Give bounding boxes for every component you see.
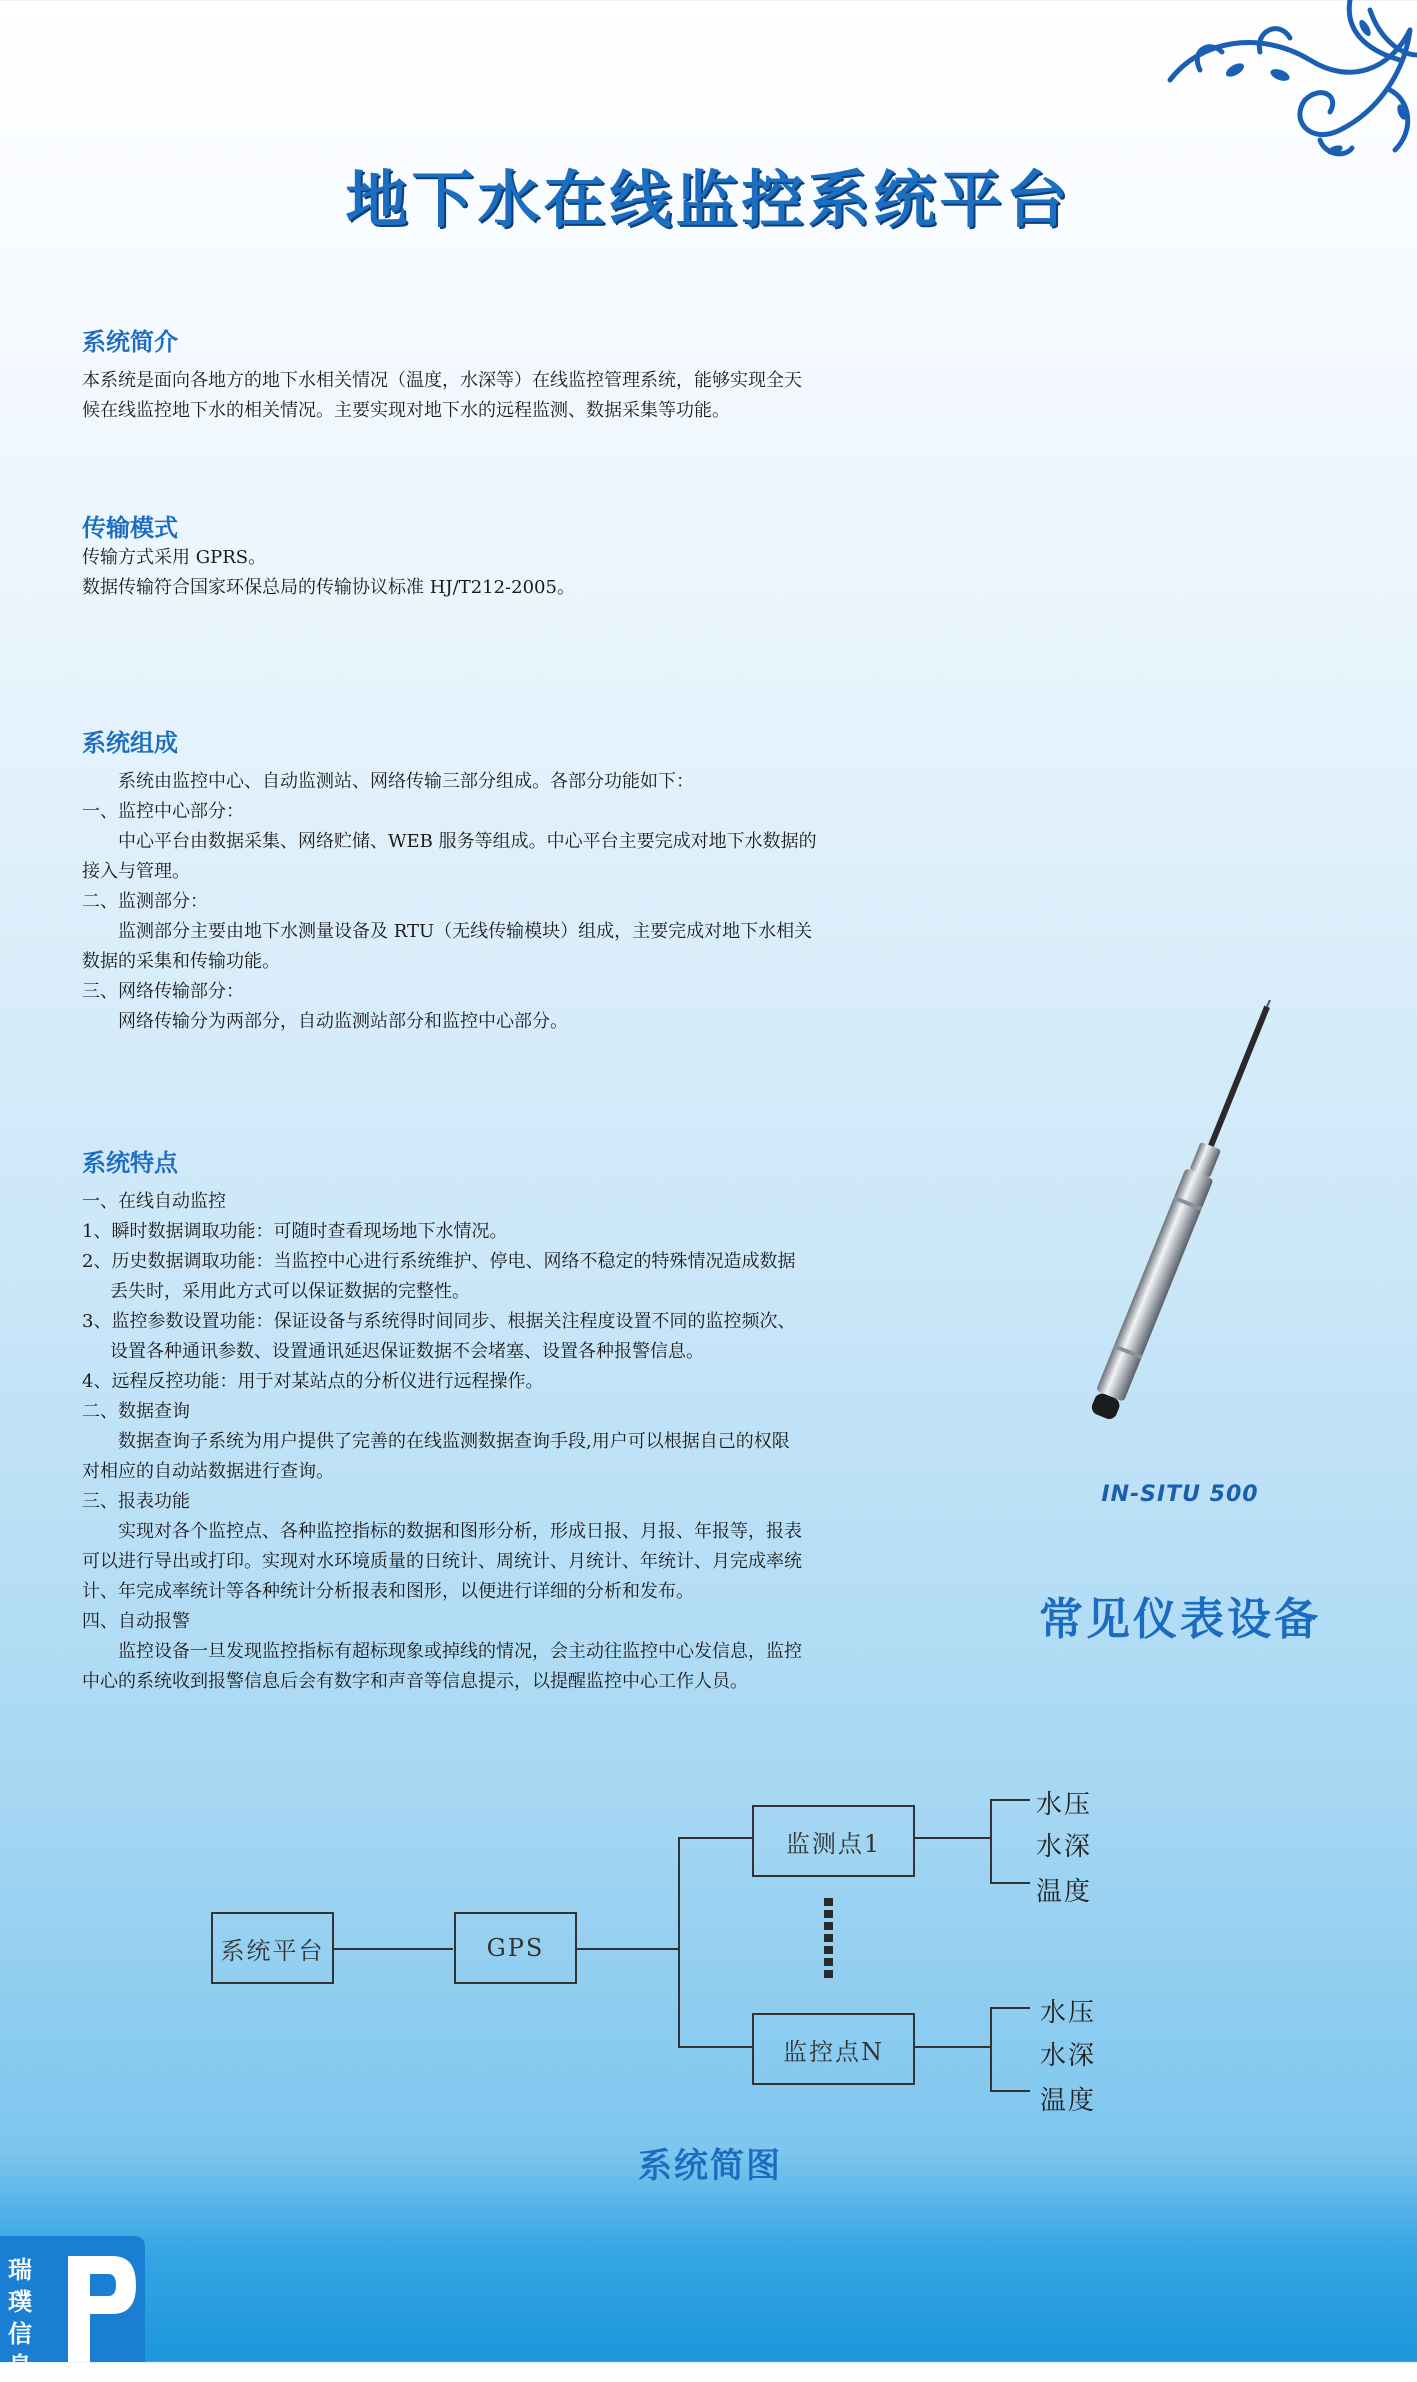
- composition-line: 网络传输分为两部分，自动监测站部分和监控中心部分。: [118, 1011, 568, 1032]
- brand-logo: [0, 2236, 145, 2380]
- product-name: IN-SITU 500: [1101, 1482, 1259, 1507]
- probe-image: [1030, 1000, 1330, 1450]
- transmission-line: 数据传输符合国家环保总局的传输协议标准 HJ/T212-2005。: [82, 577, 575, 598]
- connector-line: [576, 1948, 680, 1950]
- features-line: 2、历史数据调取功能：当监控中心进行系统维护、停电、网络不稳定的特殊情况造成数据: [82, 1251, 796, 1272]
- features-line: 设置各种通讯参数、设置通讯延迟保证数据不会堵塞、设置各种报警信息。: [110, 1341, 704, 1362]
- features-line: 计、年完成率统计等各种统计分析报表和图形，以便进行详细的分析和发布。: [82, 1581, 694, 1602]
- composition-line: 一、监控中心部分：: [82, 801, 244, 822]
- bracket-line: [990, 2007, 992, 2092]
- features-line: 中心的系统收到报警信息后会有数字和声音等信息提示，以提醒监控中心工作人员。: [82, 1671, 748, 1692]
- features-line: 可以进行导出或打印。实现对水环境质量的日统计、周统计、月统计、年统计、月完成率统: [82, 1551, 802, 1572]
- composition-line: 数据的采集和传输功能。: [82, 951, 280, 972]
- pointN-item: 水深: [1040, 2041, 1097, 2071]
- features-line: 二、数据查询: [82, 1401, 190, 1422]
- connector-line: [914, 1837, 990, 1839]
- gps-box: GPS: [454, 1912, 577, 1984]
- features-line: 1、瞬时数据调取功能：可随时查看现场地下水情况。: [82, 1221, 508, 1242]
- brand-char: 瑞: [8, 2256, 32, 2284]
- section-title-composition: 系统组成: [82, 729, 178, 757]
- diagram-title: 系统简图: [638, 2146, 782, 2186]
- brand-char: 信: [8, 2320, 32, 2348]
- page-title: 地下水在线监控系统平台: [345, 163, 1072, 236]
- connector-line: [333, 1948, 453, 1950]
- transmission-line: 传输方式采用 GPRS。: [82, 547, 267, 568]
- platform-box: 系统平台: [211, 1912, 334, 1984]
- connector-line: [678, 1837, 753, 1839]
- ellipsis-dots: [824, 1898, 833, 1980]
- intro-line: 候在线监控地下水的相关情况。主要实现对地下水的远程监测、数据采集等功能。: [82, 400, 730, 421]
- features-paragraph: [82, 1187, 892, 1697]
- features-line: 四、自动报警: [82, 1611, 190, 1632]
- swirl-ornament: [1140, 0, 1417, 160]
- composition-line: 监测部分主要由地下水测量设备及 RTU（无线传输模块）组成，主要完成对地下水相关: [118, 921, 813, 942]
- pointN-item: 温度: [1040, 2086, 1097, 2116]
- section-title-features: 系统特点: [82, 1149, 178, 1177]
- bracket-line: [990, 1799, 1030, 1801]
- section-title-transmission: 传输模式: [82, 514, 178, 542]
- features-line: 3、监控参数设置功能：保证设备与系统得时间同步、根据关注程度设置不同的监控频次、: [82, 1311, 796, 1332]
- intro-paragraph: [82, 366, 892, 426]
- point1-item: 水深: [1036, 1832, 1093, 1862]
- bracket-line: [990, 2007, 1030, 2009]
- composition-line: 系统由监控中心、自动监测站、网络传输三部分组成。各部分功能如下：: [118, 771, 694, 792]
- point1-item: 温度: [1036, 1877, 1093, 1907]
- equipment-title: 常见仪表设备: [1039, 1594, 1321, 1645]
- pointN-item: 水压: [1040, 1998, 1097, 2028]
- section-title-intro: 系统简介: [82, 328, 178, 356]
- features-line: 实现对各个监控点、各种监控指标的数据和图形分析，形成日报、月报、年报等，报表: [118, 1521, 802, 1542]
- point1-item: 水压: [1036, 1790, 1093, 1820]
- bracket-line: [990, 2090, 1030, 2092]
- brand-p-icon: [60, 2248, 140, 2362]
- features-line: 对相应的自动站数据进行查询。: [82, 1461, 334, 1482]
- monitor-point-1-box: 监测点1: [752, 1805, 915, 1877]
- brand-char: 息: [8, 2352, 32, 2380]
- connector-line: [678, 2046, 753, 2048]
- brand-name: [8, 2254, 48, 2382]
- connector-line: [914, 2046, 990, 2048]
- composition-line: 中心平台由数据采集、网络贮储、WEB 服务等组成。中心平台主要完成对地下水数据的: [118, 831, 817, 852]
- composition-line: 接入与管理。: [82, 861, 190, 882]
- features-line: 一、在线自动监控: [82, 1191, 226, 1212]
- monitor-point-n-box: 监控点N: [752, 2013, 915, 2085]
- bracket-line: [990, 1799, 992, 1884]
- features-line: 丢失时，采用此方式可以保证数据的完整性。: [110, 1281, 470, 1302]
- composition-paragraph: [82, 767, 892, 1037]
- composition-line: 二、监测部分：: [82, 891, 208, 912]
- connector-line: [678, 1837, 680, 2048]
- composition-line: 三、网络传输部分：: [82, 981, 244, 1002]
- features-line: 4、远程反控功能：用于对某站点的分析仪进行远程操作。: [82, 1371, 544, 1392]
- intro-line: 本系统是面向各地方的地下水相关情况（温度，水深等）在线监控管理系统，能够实现全天: [82, 370, 802, 391]
- features-line: 监控设备一旦发现监控指标有超标现象或掉线的情况，会主动往监控中心发信息，监控: [118, 1641, 802, 1662]
- transmission-paragraph: [82, 543, 892, 603]
- brand-char: 璞: [8, 2288, 32, 2316]
- features-line: 三、报表功能: [82, 1491, 190, 1512]
- bracket-line: [990, 1882, 1030, 1884]
- features-line: 数据查询子系统为用户提供了完善的在线监测数据查询手段,用户可以根据自己的权限: [118, 1431, 790, 1452]
